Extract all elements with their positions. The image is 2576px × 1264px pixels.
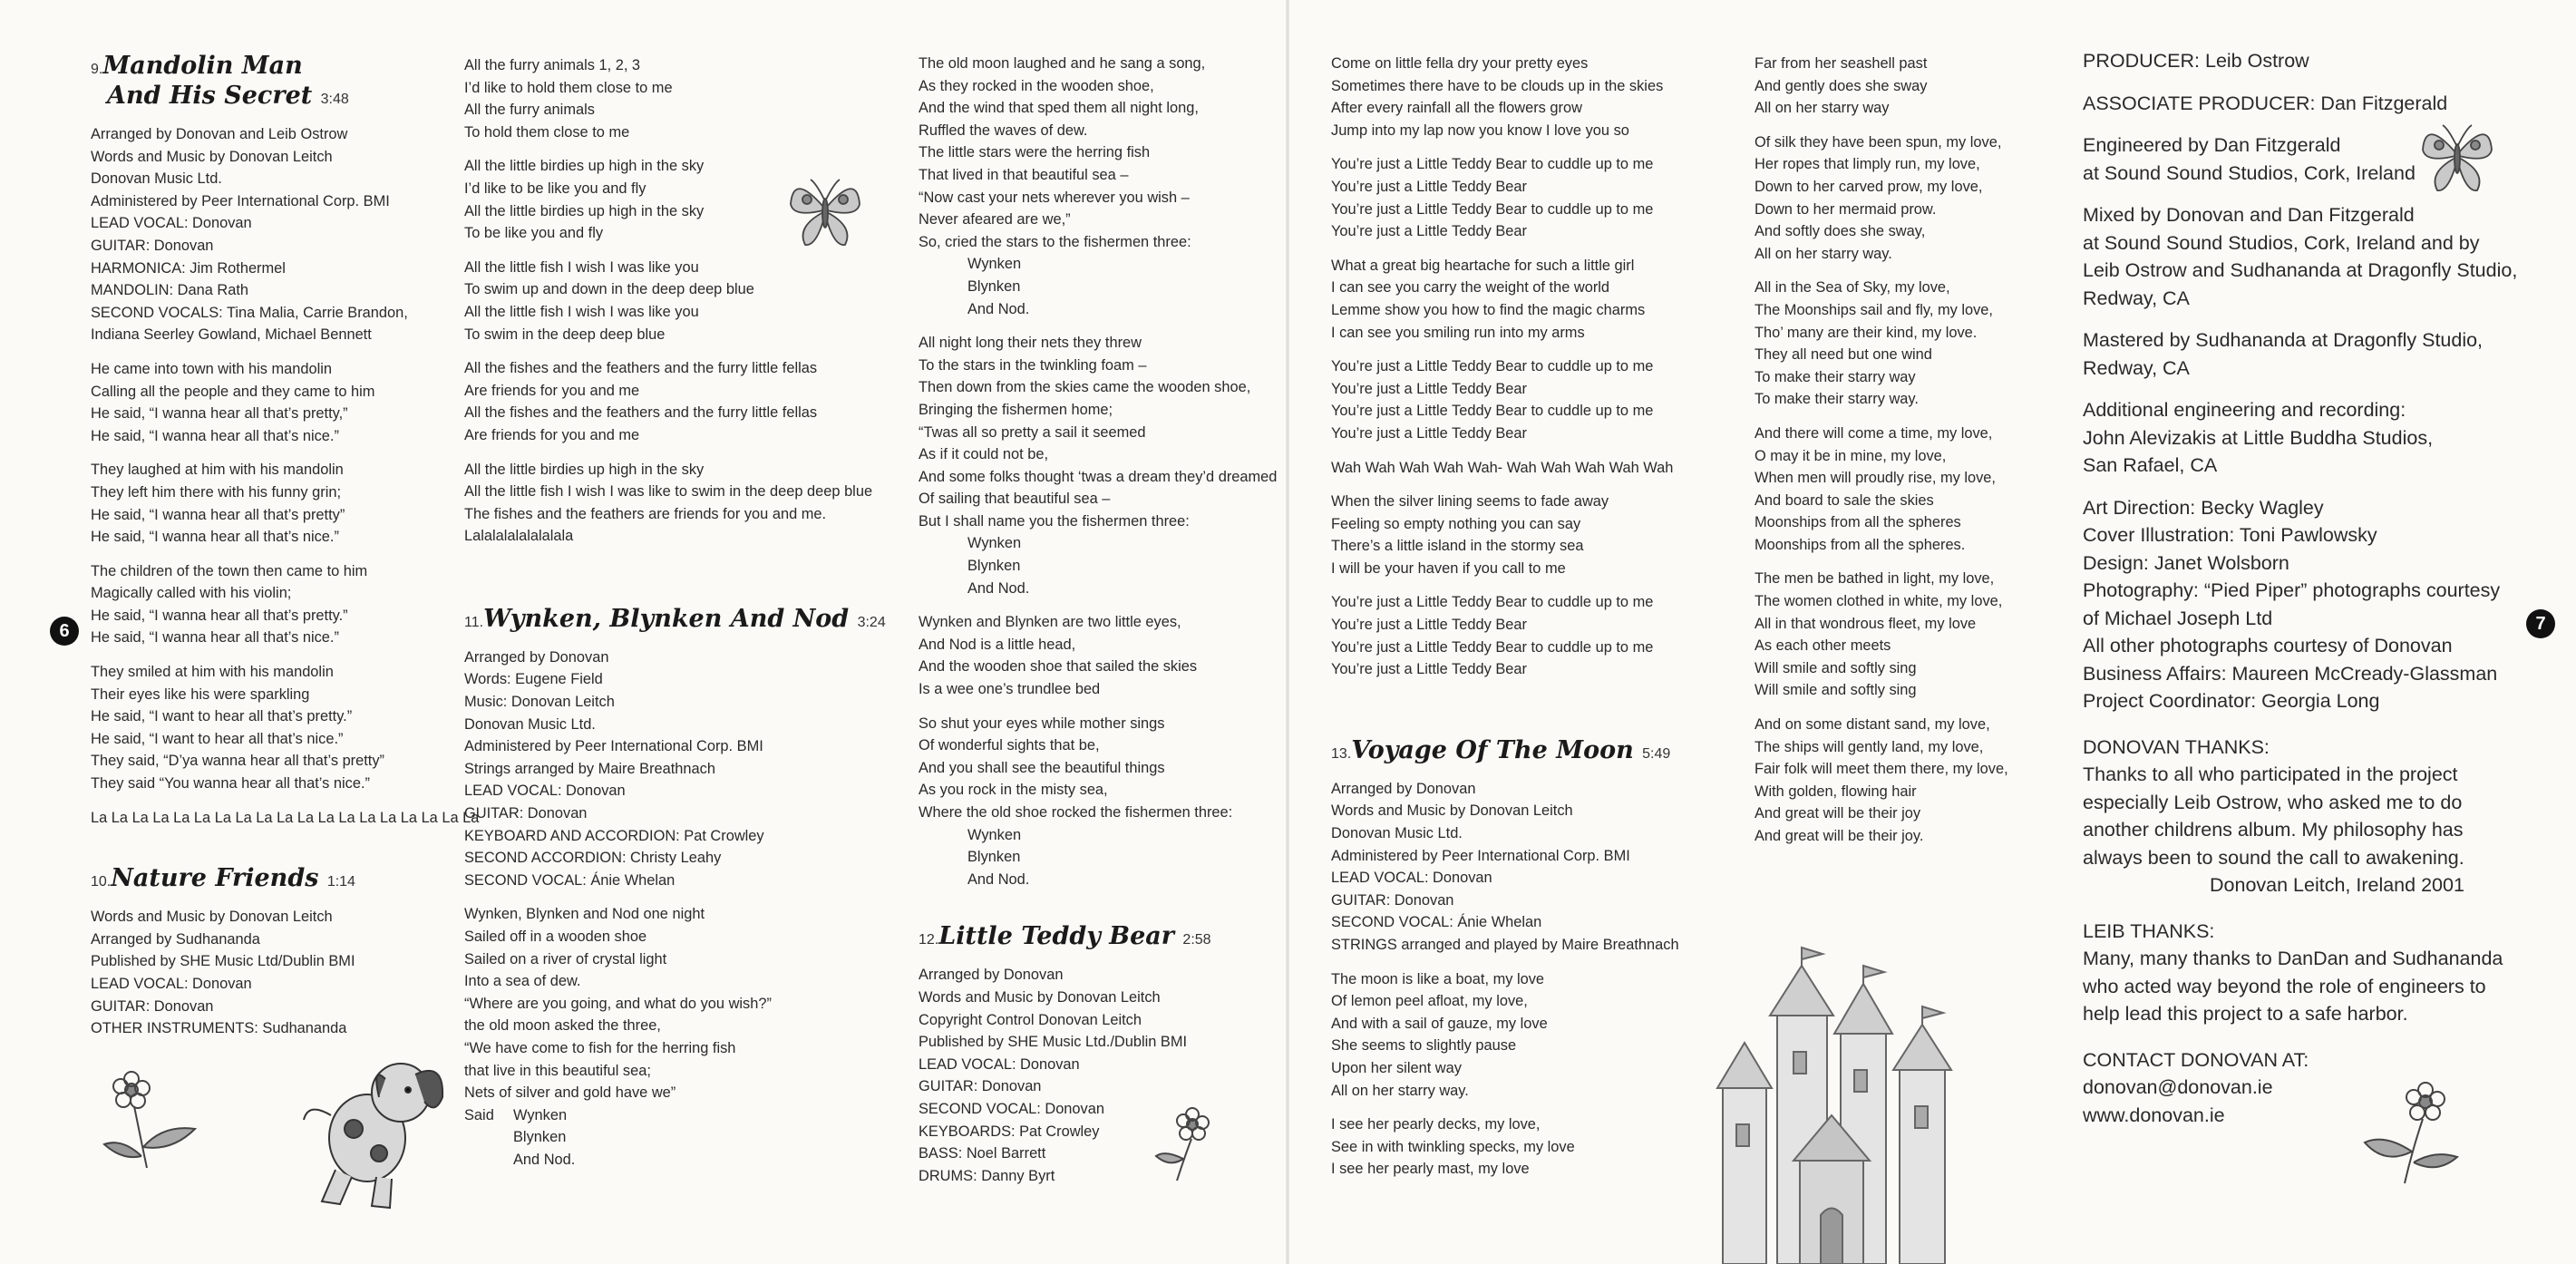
flower-doodle-icon — [1152, 1106, 1224, 1188]
verse: All the furry animals 1, 2, 3 I’d like to hold them close to me All the furry animals To hold them close to me — [464, 57, 673, 141]
flower-doodle-icon — [2357, 1079, 2466, 1188]
track-9-credits: Arranged by Donovan and Leib Ostrow Words and Music by Donovan Leitch Donovan Music Ltd. Administered by Peer International Corp. BMI LEAD VOCAL: Donovan GUITAR: Donovan HARMONICA: Jim Rothermel MANDOLIN: Dana Rath SECOND VOCALS: Tina Malia, Carrie Brandon, Indiana Seerley Gowland, Michael Bennett — [91, 126, 408, 344]
verse: And on some distant sand, my love, The ships will gently land, my love, Fair folk will meet them there, my love, With golden, flowing hair And great will be their joy And great will be their joy. — [1755, 716, 2008, 844]
mixed: Mixed by Donovan and Dan Fitzgerald at Sound Sound Studios, Cork, Ireland and by Leib Ostrow and Sudhananda at Dragonfly Studio, Redway, CA — [2083, 204, 2518, 309]
column-1 — [91, 53, 479, 1052]
column-4 — [1331, 53, 1679, 1192]
track-title-9: 9.Mandolin Man And His Secret 3:48 — [91, 52, 349, 110]
verse: All in the Sea of Sky, my love, The Moonships sail and fly, my love, Tho’ many are their kind, my love. They all need but one wind To make their starry way To make their starry way. — [1755, 279, 1993, 408]
page-fold — [1286, 0, 1289, 1264]
verse: When the silver lining seems to fade away Feeling so empty nothing you can say There’s a little island in the stormy sea I will be your haven if you call to me — [1331, 493, 1609, 577]
page-number-left: 6 — [50, 617, 79, 646]
track-title-11: 11.Wynken, Blynken And Nod 3:24 — [464, 604, 886, 633]
verse: All the little birdies up high in the sky All the little fish I wish I was like to swim in the deep deep blue The fishes and the feathers are friends for you and me. Lalalalalalalalala — [464, 461, 873, 545]
track-10-credits: Words and Music by Donovan Leitch Arranged by Sudhananda Published by SHE Music Ltd/Dublin BMI LEAD VOCAL: Donovan GUITAR: Donovan OTHER INSTRUMENTS: Sudhananda — [91, 909, 355, 1037]
art-credits: Art Direction: Becky Wagley Cover Illustration: Toni Pawlowsky Design: Janet Wolsborn Photography: “Pied Piper” photographs courtesy of Michael Joseph Ltd All other photographs courtesy of Donovan Business Affairs: Maureen McCready-Glassman Project Coordinator: Georgia Long — [2083, 496, 2501, 712]
verse: What a great big heartache for such a little girl I can see you carry the weight of the world Lemme show you how to find the magic charms I can see you smiling run into my arms — [1331, 257, 1646, 341]
verse-wah: Wah Wah Wah Wah Wah- Wah Wah Wah Wah Wah — [1331, 459, 1674, 476]
verse: The men be bathed in light, my love, The women clothed in white, my love, All in that wondrous fleet, my love As each other meets Will smile and softly sing Will smile and softly sing — [1755, 570, 2003, 699]
verse: Wynken, Blynken and Nod one night Sailed off in a wooden shoe Sailed on a river of crystal light Into a sea of dew. “Where are you going, and what do you wish?” the old moon asked the three, “We have come to fish for the herring fish that live in this beautiful sea; Nets of silver and gold have we” Said Wynken Blynken And Nod. — [464, 906, 772, 1168]
chorus: You’re just a Little Teddy Bear to cuddle up to me You’re just a Little Teddy Bear You’re just a Little Teddy Bear to cuddle up to me You’re just a Little Teddy Bear — [1331, 594, 1654, 678]
butterfly-doodle-icon — [780, 163, 870, 254]
track-11-credits: Arranged by Donovan Words: Eugene Field Music: Donovan Leitch Donovan Music Ltd. Administered by Peer International Corp. BMI Strings arranged by Maire Breathnach LEAD VOCAL: Donovan GUITAR: Donovan KEYBOARD AND ACCORDION: Pat Crowley SECOND ACCORDION: Christy Leahy SECOND VOCAL: Ánie Whelan — [464, 648, 764, 889]
verse: All night long their nets they threw To the stars in the twinkling foam – Then down from the skies came the wooden shoe, Bringing the fishermen home; “Twas all so pretty a sail it seemed As if it could not be, And some folks thought ‘twas a dream they’d dreamed Of sailing that beautiful sea – But I shall name you the fishermen three: Wynken Blynken And Nod. — [919, 335, 1278, 597]
verse: I see her pearly decks, my love, See in with twinkling specks, my love I see her pearly mast, my love — [1331, 1116, 1575, 1178]
flower-doodle-icon — [100, 1070, 218, 1179]
page-number-right: 7 — [2526, 609, 2555, 638]
verse: The moon is like a boat, my love Of lemon peel afloat, my love, And with a sail of gauze, my love She seems to slightly pause Upon her silent way All on her starry way. — [1331, 970, 1548, 1099]
track-12-credits: Arranged by Donovan Words and Music by Donovan Leitch Copyright Control Donovan Leitch Published by SHE Music Ltd./Dublin BMI LEAD VOCAL: Donovan GUITAR: Donovan SECOND VOCAL: Donovan KEYBOARDS: Pat Crowley BASS: Noel Barrett DRUMS: Danny Byrt — [919, 967, 1188, 1184]
butterfly-doodle-icon — [2412, 109, 2503, 199]
producer: PRODUCER: Leib Ostrow — [2083, 50, 2309, 72]
verse: Wynken and Blynken are two little eyes, And Nod is a little head, And the wooden shoe that sailed the skies Is a wee one’s trundlee bed — [919, 614, 1198, 698]
mastered: Mastered by Sudhananda at Dragonfly Studio, Redway, CA — [2083, 329, 2484, 379]
dog-doodle-icon — [299, 1052, 453, 1215]
leib-thanks: LEIB THANKS: Many, many thanks to DanDan and Sudhananda who acted way beyond the role of engineers to help lead this project to a safe harbor. — [2083, 919, 2503, 1025]
website-link[interactable]: www.donovan.ie — [2083, 1104, 2225, 1126]
track-13-credits: Arranged by Donovan Words and Music by Donovan Leitch Donovan Music Ltd. Administered by Peer International Corp. BMI LEAD VOCAL: Donovan GUITAR: Donovan SECOND VOCAL: Ánie Whelan STRINGS arranged and played by Maire Breathnach — [1331, 780, 1679, 953]
engineered: Engineered by Dan Fitzgerald at Sound Sound Studios, Cork, Ireland — [2083, 134, 2416, 184]
signature-line: Donovan Leitch, Ireland 2001 — [2210, 874, 2464, 896]
credits-column — [2083, 47, 2517, 1143]
chorus: You’re just a Little Teddy Bear to cuddle up to me You’re just a Little Teddy Bear You’re just a Little Teddy Bear to cuddle up to me You’re just a Little Teddy Bear — [1331, 156, 1654, 240]
track-title-10: 10.Nature Friends 1:14 — [91, 864, 355, 893]
verse: All the little birdies up high in the sky I’d like to be like you and fly All the little birdies up high in the sky To be like you and fly — [464, 158, 705, 242]
verse: Come on little fella dry your pretty eyes Sometimes there have to be clouds up in the skies After every rainfall all the flowers grow Jump into my lap now you know I love you so — [1331, 55, 1664, 139]
verse: So shut your eyes while mother sings Of wonderful sights that be, And you shall see the beautiful things As you rock in the misty sea, Where the old shoe rocked the fishermen three: Wynken Blynken And Nod. — [919, 715, 1233, 888]
track-title-12: 12.Little Teddy Bear 2:58 — [919, 922, 1211, 951]
verse: The old moon laughed and he sang a song, As they rocked in the wooden shoe, And the wind that sped them all night long, Ruffled the waves of dew. The little stars were the herring fish That lived in that beautiful sea – “Now cast your nets wherever you wish – Never afeared are we,” So, cried the stars to the fishermen three: Wynken Blynken And Nod. — [919, 55, 1206, 317]
verse: Of silk they have been spun, my love, Her ropes that limply run, my love, Down to her carved prow, my love, Down to her mermaid prow. And softly does she sway, All on her starry way. — [1755, 133, 2002, 262]
castle-doodle-icon — [1714, 943, 1977, 1264]
verse-la: La La La La La La La La La La La La La La La La La La La — [91, 809, 480, 826]
column-5 — [1755, 53, 2008, 860]
column-3 — [919, 53, 1277, 1199]
verse: All the little fish I wish I was like you To swim up and down in the deep deep blue All the little fish I wish I was like you To swim in the deep deep blue — [464, 258, 754, 343]
chorus: You’re just a Little Teddy Bear to cuddle up to me You’re just a Little Teddy Bear You’re just a Little Teddy Bear to cuddle up to me You’re just a Little Teddy Bear — [1331, 358, 1654, 442]
verse: They smiled at him with his mandolin Their eyes like his were sparkling He said, “I want to hear all that’s pretty.” He said, “I want to hear all that’s nice.” They said, “D’ya wanna hear all that’s pretty” They said “You wanna hear all that’s nice.” — [91, 664, 385, 792]
verse: He came into town with his mandolin Calling all the people and they came to him He said, “I wanna hear all that’s pretty,” He said, “I wanna hear all that’s nice.” — [91, 360, 375, 444]
verse: The children of the town then came to him Magically called with his violin; He said, “I wanna hear all that’s pretty.” He said, “I wanna hear all that’s nice.” — [91, 562, 368, 647]
donovan-thanks: DONOVAN THANKS: Thanks to all who participated in the project especially Leib Ostrow, who asked me to do another childrens album. My philosophy has always been to sound the call to awakening. Donovan Leitch, Ireland 2001 — [2083, 734, 2517, 899]
verse: All the fishes and the feathers and the furry little fellas Are friends for you and me All the fishes and the feathers and the furry little fellas Are friends for you and me — [464, 360, 818, 443]
track-title-13: 13.Voyage Of The Moon 5:49 — [1331, 735, 1671, 764]
email-link[interactable]: donovan@donovan.ie — [2083, 1076, 2273, 1098]
associate-producer: ASSOCIATE PRODUCER: Dan Fitzgerald — [2083, 92, 2448, 114]
additional-engineering: Additional engineering and recording: John Alevizakis at Little Buddha Studios, San Rafael, CA — [2083, 399, 2434, 476]
contact: CONTACT DONOVAN AT: donovan@donovan.ie www.donovan.ie — [2083, 1046, 2517, 1130]
verse: Far from her seashell past And gently does she sway All on her starry way — [1755, 55, 1928, 117]
verse: They laughed at him with his mandolin They left him there with his funny grin; He said, “I wanna hear all that’s pretty” He said, “I wanna hear all that’s nice.” — [91, 462, 345, 546]
verse: And there will come a time, my love, O may it be in mine, my love, When men will proudly rise, my love, And board to sale the skies Moonships from all the spheres Moonships from all the spheres. — [1755, 424, 1996, 553]
